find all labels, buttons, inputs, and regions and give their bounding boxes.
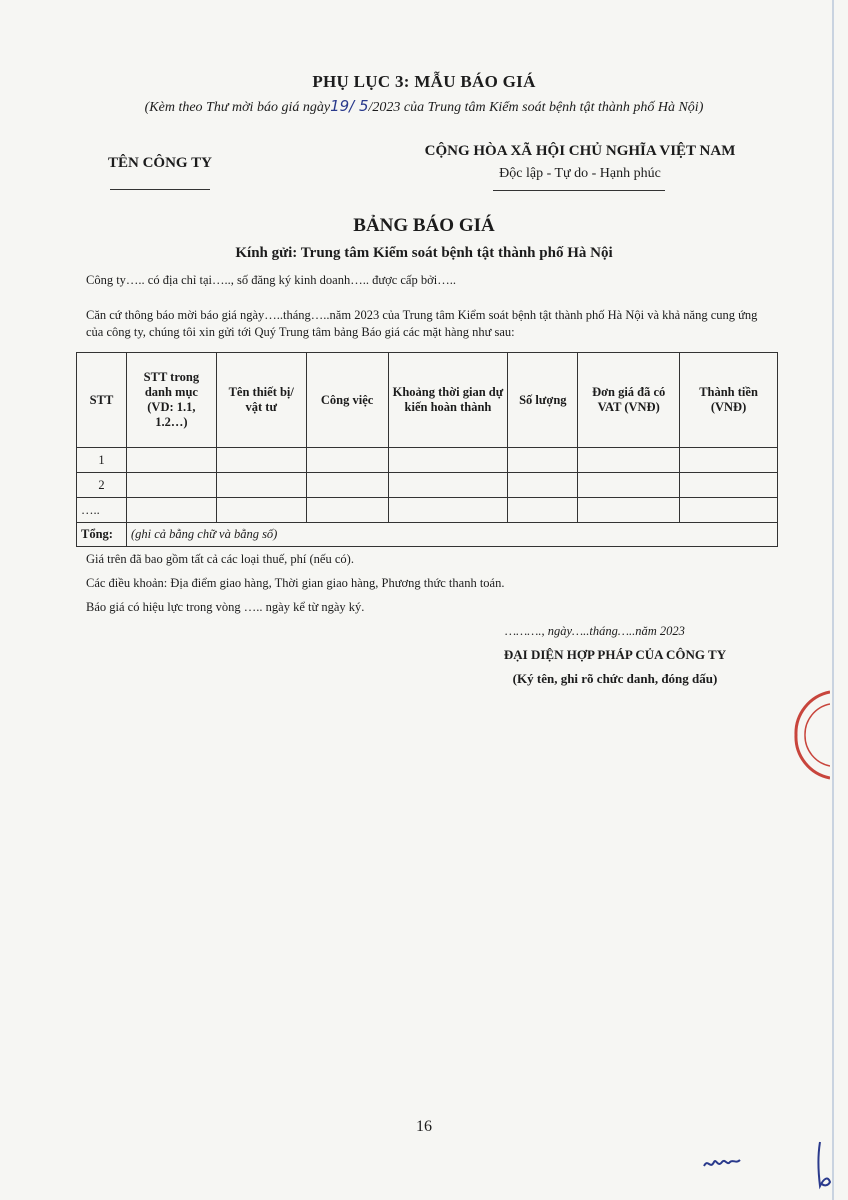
header-item-name: Tên thiết bị/ vật tư	[216, 353, 306, 448]
company-underline	[110, 189, 210, 190]
table-cell	[306, 448, 388, 473]
recipient-line: Kính gửi: Trung tâm Kiểm soát bệnh tật thành phố Hà Nội	[235, 245, 613, 261]
table-cell	[388, 448, 508, 473]
table-cell	[578, 498, 680, 523]
header-stt: STT	[77, 353, 127, 448]
header-catalog-no: STT trong danh mục (VD: 1.1, 1.2…)	[126, 353, 216, 448]
table-row	[77, 473, 778, 498]
table-cell	[216, 473, 306, 498]
table-cell	[680, 473, 778, 498]
table-row	[77, 448, 778, 473]
company-name-label: TÊN CÔNG TY	[108, 155, 212, 171]
header-quantity: Số lượng	[508, 353, 578, 448]
handwritten-date: 19/ 5	[330, 97, 369, 115]
table-cell	[306, 498, 388, 523]
intro-paragraph: Công ty….. có địa chỉ tại….., số đăng ký kinh doanh….. được cấp bởi…..	[86, 273, 456, 287]
table-cell	[388, 473, 508, 498]
validity-note: Báo giá có hiệu lực trong vòng ….. ngày kể từ ngày ký.	[86, 600, 365, 614]
header-duration: Khoảng thời gian dự kiến hoàn thành	[388, 353, 508, 448]
price-note: Giá trên đã bao gồm tất cả các loại thuế, phí (nếu có).	[86, 552, 354, 566]
document-title: BẢNG BÁO GIÁ	[353, 215, 495, 236]
table-cell	[126, 473, 216, 498]
table-row	[77, 498, 778, 523]
basis-paragraph: Căn cứ thông báo mời báo giá ngày…..tháng…..năm 2023 của Trung tâm Kiểm soát bệnh tật thành phố Hà Nội và khả năng cung ứng của công ty, chúng tôi xin gửi tới Quý Trung tâm bảng Báo giá các mặt hàng như sau:	[86, 308, 758, 339]
handwritten-mark-icon	[812, 1140, 836, 1195]
header-unit-price: Đơn giá đã có VAT (VNĐ)	[578, 353, 680, 448]
header-work: Công việc	[306, 353, 388, 448]
appendix-title: PHỤ LỤC 3: MẪU BÁO GIÁ	[312, 72, 536, 91]
subtitle-prefix: (Kèm theo Thư mời báo giá ngày	[144, 100, 331, 115]
table-cell	[306, 473, 388, 498]
page-edge	[832, 0, 834, 1200]
handwritten-initials-icon	[702, 1150, 742, 1179]
table-header-row	[77, 353, 778, 448]
terms-note: Các điều khoản: Địa điểm giao hàng, Thời gian giao hàng, Phương thức thanh toán.	[86, 576, 505, 590]
page-number: 16	[416, 1118, 432, 1135]
table-cell	[126, 448, 216, 473]
table-cell	[578, 448, 680, 473]
national-motto: Độc lập - Tự do - Hạnh phúc	[499, 166, 661, 181]
table-cell	[680, 498, 778, 523]
quote-table	[76, 352, 778, 547]
table-cell	[216, 448, 306, 473]
header-amount: Thành tiền (VNĐ)	[680, 353, 778, 448]
row-number: …..	[77, 498, 127, 523]
table-cell	[508, 498, 578, 523]
table-cell	[126, 498, 216, 523]
national-title: CỘNG HÒA XÃ HỘI CHỦ NGHĨA VIỆT NAM	[424, 143, 736, 159]
table-cell	[508, 448, 578, 473]
signature-date: ………., ngày…..tháng…..năm 2023	[505, 624, 685, 638]
signature-title: ĐẠI DIỆN HỢP PHÁP CỦA CÔNG TY	[503, 647, 727, 662]
subtitle-suffix: /2023 của Trung tâm Kiểm soát bệnh tật thành phố Hà Nội)	[368, 100, 704, 115]
table-cell	[680, 448, 778, 473]
total-label: Tổng:	[77, 523, 127, 547]
red-stamp-icon	[790, 690, 830, 785]
signature-note: (Ký tên, ghi rõ chức danh, đóng dấu)	[512, 671, 718, 686]
table-cell	[216, 498, 306, 523]
motto-underline	[493, 190, 665, 191]
table-cell	[508, 473, 578, 498]
appendix-subtitle	[0, 97, 848, 116]
total-note: (ghi cả bằng chữ và bằng số)	[126, 523, 777, 547]
total-row	[77, 523, 778, 547]
row-number: 1	[77, 448, 127, 473]
table-cell	[578, 473, 680, 498]
table-cell	[388, 498, 508, 523]
row-number: 2	[77, 473, 127, 498]
